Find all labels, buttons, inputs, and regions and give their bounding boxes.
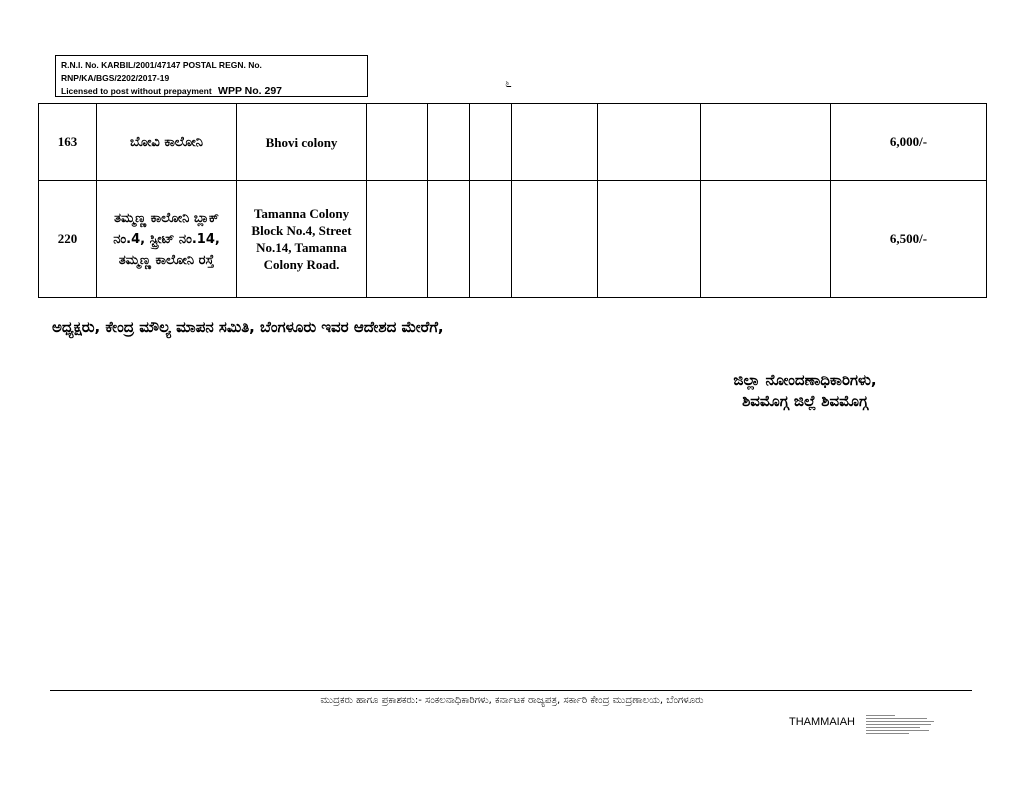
license-line bbox=[61, 85, 362, 98]
signer-name: THAMMAIAH bbox=[789, 716, 855, 728]
serial-number: 220 bbox=[39, 181, 97, 298]
area-name-kannada: ತಮ್ಮಣ್ಣ ಕಾಲೋನಿ ಬ್ಲಾಕ್ ನಂ.4, ಸ್ಟ್ರೀಟ್ ನಂ.14, ತಮ್ಮಣ್ಣ ಕಾಲೋನಿ ರಸ್ತೆ bbox=[97, 181, 237, 298]
page-number: ೬ bbox=[505, 76, 512, 90]
signatory-designation: ಜಿಲ್ಲಾ ನೋಂದಣಾಧಿಕಾರಿಗಳು, bbox=[733, 371, 877, 389]
rates-table bbox=[38, 103, 987, 298]
registration-line: R.N.I. No. KARBIL/2001/47147 POSTAL REGN. No. RNP/KA/BGS/2202/2017-19 bbox=[61, 60, 262, 83]
footer-divider bbox=[50, 690, 972, 691]
empty-cell bbox=[428, 181, 470, 298]
table-row bbox=[39, 104, 987, 181]
rate-value: 6,500/- bbox=[831, 181, 987, 298]
empty-cell bbox=[512, 181, 598, 298]
printer-line: ಮುದ್ರಕರು ಹಾಗೂ ಪ್ರಕಾಶಕರು:- ಸಂಕಲನಾಧಿಕಾರಿಗಳು, ಕರ್ನಾಟಕ ರಾಜ್ಯಪತ್ರ, ಸರ್ಕಾರಿ ಕೇಂದ್ರ ಮುದ್ರಣಾಲಯ, ಬೆಂಗಳೂರು bbox=[320, 695, 704, 706]
empty-cell bbox=[701, 104, 831, 181]
area-name-kannada: ಬೋವಿ ಕಾಲೋನಿ bbox=[97, 104, 237, 181]
wpp-number: WPP No. 297 bbox=[218, 85, 283, 97]
empty-cell bbox=[470, 181, 512, 298]
serial-number: 163 bbox=[39, 104, 97, 181]
empty-cell bbox=[367, 181, 428, 298]
empty-cell bbox=[701, 181, 831, 298]
empty-cell bbox=[598, 104, 701, 181]
empty-cell bbox=[512, 104, 598, 181]
empty-cell bbox=[367, 104, 428, 181]
empty-cell bbox=[428, 104, 470, 181]
signatory-location: ಶಿವಮೊಗ್ಗ ಜಿಲ್ಲೆ ಶಿವಮೊಗ್ಗ bbox=[742, 392, 868, 410]
rate-value: 6,000/- bbox=[831, 104, 987, 181]
area-name-english: Bhovi colony bbox=[237, 104, 367, 181]
digital-signature-mark bbox=[866, 715, 938, 736]
registration-box bbox=[55, 55, 368, 97]
empty-cell bbox=[598, 181, 701, 298]
license-text: Licensed to post without prepayment bbox=[61, 86, 212, 96]
table-row bbox=[39, 181, 987, 298]
empty-cell bbox=[470, 104, 512, 181]
area-name-english: Tamanna Colony Block No.4, Street No.14, Tamanna Colony Road. bbox=[237, 181, 367, 298]
order-statement: ಅಧ್ಯಕ್ಷರು, ಕೇಂದ್ರ ಮೌಲ್ಯ ಮಾಪನ ಸಮಿತಿ, ಬೆಂಗಳೂರು ಇವರ ಆದೇಶದ ಮೇರೆಗೆ, bbox=[52, 318, 444, 336]
signature-block bbox=[640, 370, 970, 412]
